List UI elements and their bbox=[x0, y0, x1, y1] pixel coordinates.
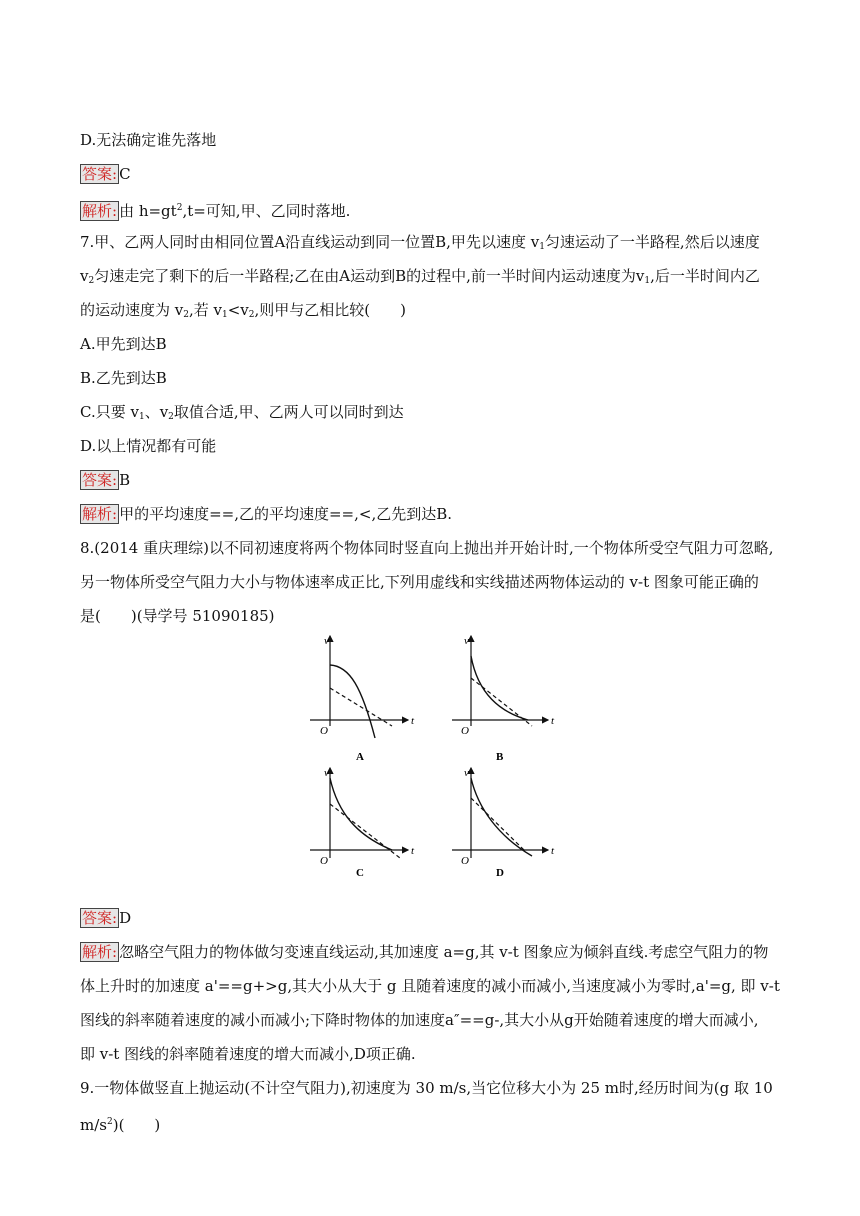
q9-line-1: 9.一物体做竖直上抛运动(不计空气阻力),初速度为 30 m/s,当它位移大小为 25 m时,经历时间为(g 取 10 bbox=[80, 1079, 773, 1097]
text: C.只要 v bbox=[80, 403, 139, 421]
answer-value: B bbox=[119, 471, 131, 489]
answer-tag: 答案: bbox=[82, 909, 118, 927]
analysis-tag: 解析: bbox=[82, 505, 118, 523]
solid-curve bbox=[471, 778, 532, 856]
vt-graphs-figure bbox=[300, 628, 560, 878]
t-axis-label: t bbox=[411, 715, 415, 727]
analysis-text: ,t=可知,甲、乙同时落地. bbox=[182, 202, 351, 220]
graph-caption: A bbox=[356, 751, 364, 763]
origin-label: O bbox=[461, 725, 469, 737]
v-axis-label: v bbox=[324, 767, 329, 779]
q8-answer bbox=[80, 908, 131, 928]
q9-line-2 bbox=[80, 1112, 160, 1135]
subscript: 1 bbox=[644, 276, 651, 286]
solid-curve bbox=[471, 656, 528, 720]
text: ,若 v bbox=[188, 301, 222, 319]
subscript: 2 bbox=[168, 412, 174, 422]
subscript: 2 bbox=[88, 276, 95, 286]
q8-analysis-4: 即 v-t 图线的斜率随着速度的增大而减小,D项正确. bbox=[80, 1045, 416, 1063]
graph-caption: B bbox=[496, 751, 504, 763]
answer-value: D bbox=[119, 909, 132, 927]
t-axis-label: t bbox=[551, 845, 555, 857]
superscript: 2 bbox=[106, 1117, 113, 1127]
solid-curve bbox=[330, 665, 375, 738]
subscript: 1 bbox=[539, 242, 545, 252]
origin-label: O bbox=[320, 855, 328, 867]
vt-graphs-svg bbox=[300, 628, 560, 878]
v-axis-label: v bbox=[464, 767, 469, 779]
v-axis-label: v bbox=[464, 635, 469, 647]
q7-option-a: A.甲先到达B bbox=[80, 335, 167, 353]
answer-tag: 答案: bbox=[82, 471, 118, 489]
q7-line-3 bbox=[80, 300, 406, 325]
text: m/s bbox=[80, 1116, 107, 1134]
q7-answer bbox=[80, 470, 130, 490]
analysis-text: 甲的平均速度==,乙的平均速度==,<,乙先到达B. bbox=[119, 505, 453, 523]
text: )( ) bbox=[112, 1116, 161, 1134]
q7-option-b: B.乙先到达B bbox=[80, 369, 167, 387]
text: 匀速运动了一半路程,然后以速度 bbox=[544, 233, 760, 251]
q8-line-1: 8.(2014 重庆理综)以不同初速度将两个物体同时竖直向上抛出并开始计时,一个物体所受空气阻力可忽略, bbox=[80, 539, 774, 557]
graph-d bbox=[452, 767, 555, 879]
analysis-tag: 解析: bbox=[82, 202, 118, 220]
text: 7.甲、乙两人同时由相同位置A沿直线运动到同一位置B,甲先以速度 v bbox=[80, 233, 540, 251]
q8-analysis-3: 图线的斜率随着速度的减小而减小;下降时物体的加速度a″==g-,其大小从g开始随着速度的增大而减小, bbox=[80, 1011, 759, 1029]
analysis-text: 由 h=gt bbox=[119, 202, 177, 220]
q7-option-c bbox=[80, 402, 404, 427]
text: 的运动速度为 v bbox=[80, 301, 184, 319]
q8-analysis-2: 体上升时的加速度 a'==g+>g,其大小从大于 g 且随着速度的减小而减小,当速度减小为零时,a'=g, 即 v-t bbox=[80, 977, 780, 995]
superscript: 2 bbox=[176, 203, 183, 213]
origin-label: O bbox=[461, 855, 469, 867]
t-axis-label: t bbox=[411, 845, 415, 857]
q8-analysis-1 bbox=[80, 942, 768, 962]
q7-analysis bbox=[80, 504, 452, 524]
answer-value: C bbox=[119, 165, 131, 183]
q7-line-1 bbox=[80, 232, 760, 257]
subscript: 2 bbox=[183, 310, 189, 320]
text: 匀速走完了剩下的后一半路程;乙在由A运动到B的过程中,前一半时间内运动速度为v bbox=[94, 267, 645, 285]
dashed-line bbox=[471, 678, 532, 726]
solid-curve bbox=[330, 778, 392, 850]
graph-c bbox=[310, 767, 415, 879]
q6-analysis bbox=[80, 198, 350, 221]
q6-option-d: D.无法确定谁先落地 bbox=[80, 131, 217, 149]
q7-line-2 bbox=[80, 266, 760, 291]
text: 取值合适,甲、乙两人可以同时到达 bbox=[173, 403, 404, 421]
subscript: 1 bbox=[138, 412, 145, 422]
text: ,后一半时间内乙 bbox=[650, 267, 760, 285]
dashed-line bbox=[471, 798, 524, 850]
q6-answer bbox=[80, 164, 131, 184]
subscript: 1 bbox=[222, 310, 228, 320]
text: <v bbox=[227, 301, 249, 319]
v-axis-label: v bbox=[324, 635, 329, 647]
text: ,则甲与乙相比较( ) bbox=[254, 301, 406, 319]
graph-a bbox=[310, 635, 415, 763]
subscript: 2 bbox=[248, 310, 255, 320]
analysis-tag: 解析: bbox=[82, 943, 118, 961]
q8-line-3: 是( )(导学号 51090185) bbox=[80, 607, 275, 625]
graph-caption: C bbox=[356, 867, 364, 879]
q7-option-d: D.以上情况都有可能 bbox=[80, 437, 217, 455]
graph-caption: D bbox=[496, 867, 504, 879]
q8-line-2: 另一物体所受空气阻力大小与物体速率成正比,下列用虚线和实线描述两物体运动的 v-t 图象可能正确的 bbox=[80, 573, 759, 591]
origin-label: O bbox=[320, 725, 328, 737]
graph-b bbox=[452, 635, 555, 763]
text: 、v bbox=[144, 403, 169, 421]
text: v bbox=[80, 267, 89, 285]
t-axis-label: t bbox=[551, 715, 555, 727]
answer-tag: 答案: bbox=[82, 165, 118, 183]
analysis-text: 忽略空气阻力的物体做匀变速直线运动,其加速度 a=g,其 v-t 图象应为倾斜直线.考虑空气阻力的物 bbox=[119, 943, 769, 961]
